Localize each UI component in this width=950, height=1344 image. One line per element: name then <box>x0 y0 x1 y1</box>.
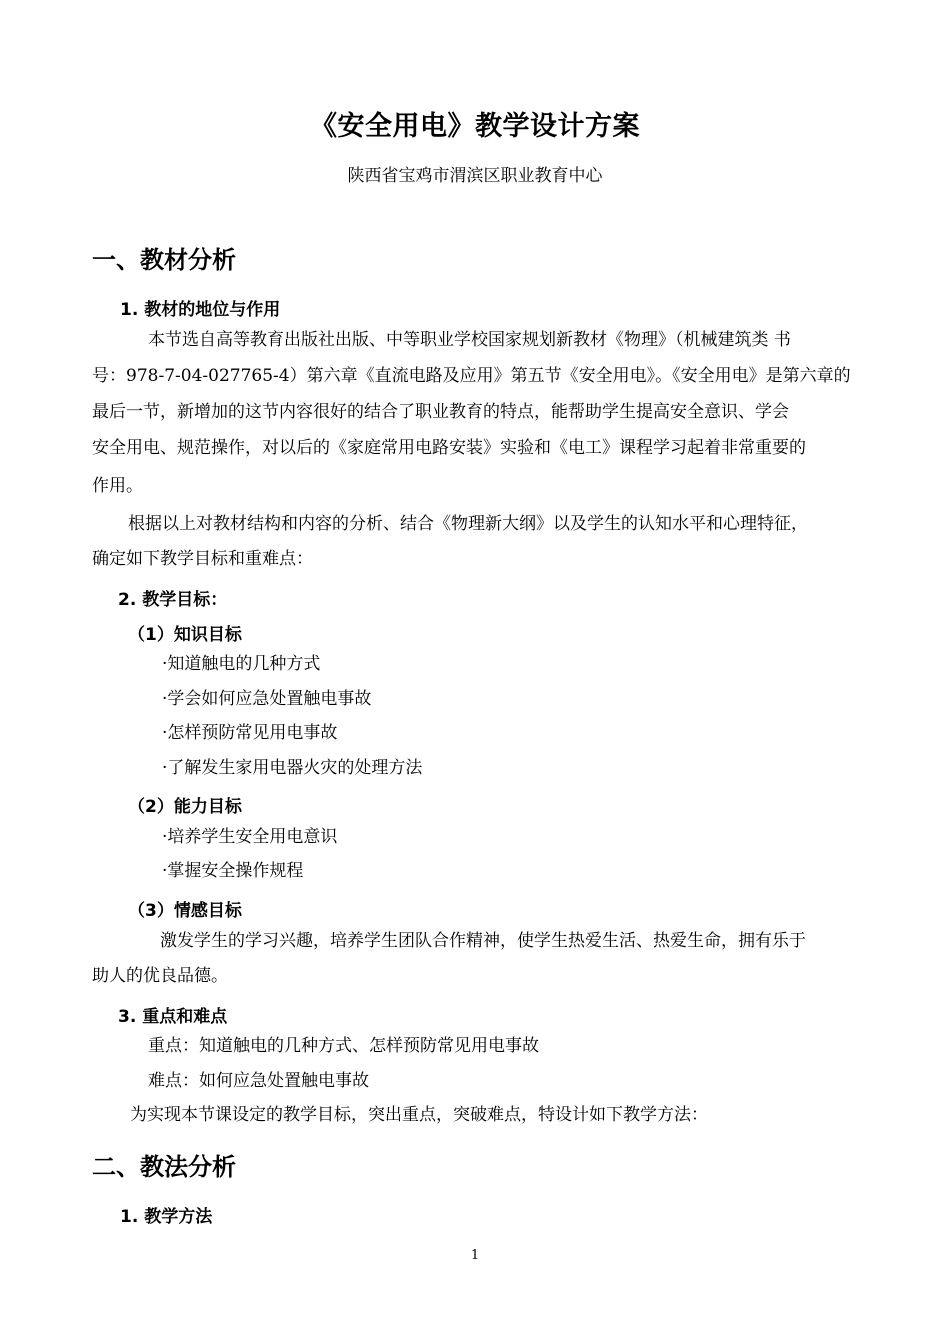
list-item: ·了解发生家用电器火灾的处理方法 <box>162 758 423 778</box>
paragraph-line: 最后一节，新增加的这节内容很好的结合了职业教育的特点，能帮助学生提高安全意识、学会 <box>92 402 789 422</box>
list-item: ·怎样预防常见用电事故 <box>162 723 338 743</box>
document-subtitle: 陕西省宝鸡市渭滨区职业教育中心 <box>347 166 603 186</box>
list-item: ·知道触电的几种方式 <box>162 654 321 674</box>
paragraph-line: 激发学生的学习兴趣，培养学生团队合作精神，使学生热爱生活、热爱生命，拥有乐于 <box>160 931 806 951</box>
section-heading-2: 二、教法分析 <box>92 1153 236 1181</box>
paragraph-line: 安全用电、规范操作，对以后的《家庭常用电路安装》实验和《电工》课程学习起着非常重要的 <box>92 438 806 458</box>
key-point: 重点：知道触电的几种方式、怎样预防常见用电事故 <box>148 1036 539 1056</box>
document-title: 《安全用电》教学设计方案 <box>310 111 640 142</box>
list-item: ·培养学生安全用电意识 <box>162 827 338 847</box>
list-item: ·学会如何应急处置触电事故 <box>162 689 372 709</box>
paragraph-line: 号：978-7-04-027765-4）第六章《直流电路及应用》第五节《安全用电》。《安全用电》是第六章的 <box>92 366 851 386</box>
goal-heading-ability: （2）能力目标 <box>128 797 242 817</box>
paragraph-line: 本节选自高等教育出版社出版、中等职业学校国家规划新教材《物理》（机械建筑类 书 <box>148 330 791 350</box>
paragraph-line: 根据以上对教材结构和内容的分析、结合《物理新大纲》以及学生的认知水平和心理特征， <box>128 514 808 534</box>
list-item: ·掌握安全操作规程 <box>162 861 304 881</box>
goal-heading-knowledge: （1）知识目标 <box>128 625 242 645</box>
goal-heading-emotion: （3）情感目标 <box>128 901 242 921</box>
subheading-2-1: 1. 教学方法 <box>120 1207 213 1227</box>
paragraph-line: 确定如下教学目标和重难点： <box>92 549 313 569</box>
paragraph-line: 助人的优良品德。 <box>92 966 228 986</box>
subheading-1-3: 3. 重点和难点 <box>118 1007 228 1027</box>
section-heading-1: 一、教材分析 <box>92 246 236 274</box>
difficulty-point: 难点：如何应急处置触电事故 <box>148 1071 369 1091</box>
paragraph-line: 为实现本节课设定的教学目标，突出重点，突破难点，特设计如下教学方法： <box>130 1105 708 1125</box>
page-number: 1 <box>470 1248 480 1263</box>
paragraph-line: 作用。 <box>92 476 143 496</box>
subheading-1-1: 1. 教材的地位与作用 <box>120 300 281 320</box>
subheading-1-2: 2. 教学目标： <box>118 590 228 610</box>
